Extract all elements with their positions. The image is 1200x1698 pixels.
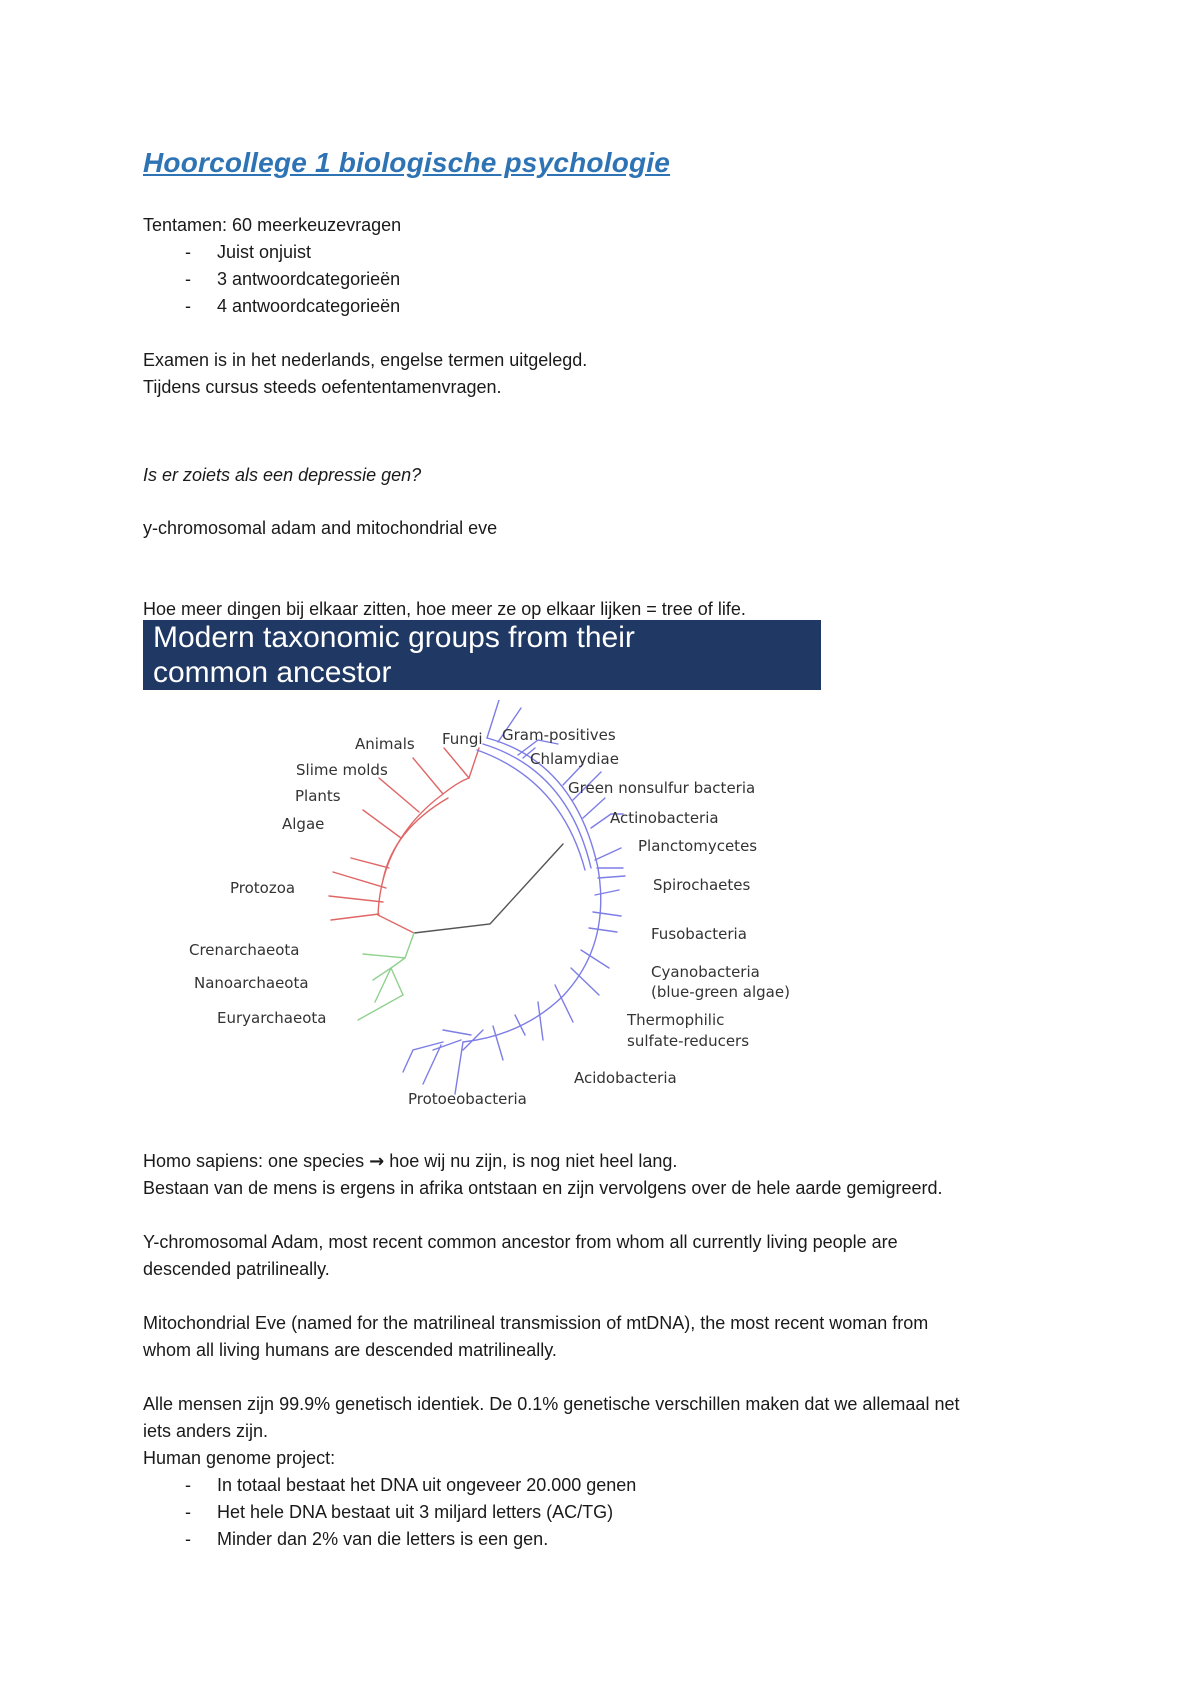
label-thermophilic: Thermophilic	[627, 1011, 725, 1029]
label-fusobacteria: Fusobacteria	[651, 925, 747, 943]
label-spirochaetes: Spirochaetes	[653, 876, 751, 894]
label-animals: Animals	[355, 735, 415, 753]
paragraph-line: Alle mensen zijn 99.9% genetisch identiek. De 0.1% genetische verschillen maken dat we allemaal net	[143, 1394, 960, 1414]
label-planctomycetes: Planctomycetes	[638, 837, 758, 855]
paragraph-line: Y-chromosomal Adam, most recent common ancestor from whom all currently living people are	[143, 1232, 898, 1252]
list-item: - 3 antwoordcategorieën	[185, 269, 401, 289]
genome-heading: Human genome project:	[143, 1448, 336, 1468]
paragraph-line: Tijdens cursus steeds oefententamenvragen.	[143, 377, 502, 397]
list-item: - 4 antwoordcategorieën	[185, 296, 401, 316]
homo-sapiens-line	[143, 1150, 677, 1173]
label-proteobacteria: Protoeobacteria	[408, 1090, 527, 1108]
list-item: - In totaal bestaat het DNA uit ongeveer 20.000 genen	[185, 1475, 637, 1495]
paragraph-line: whom all living humans are descended matrilineally.	[143, 1340, 557, 1360]
list-item-text: 3 antwoordcategorieën	[217, 269, 401, 289]
topic-line: y-chromosomal adam and mitochondrial eve	[143, 518, 498, 538]
question-line: Is er zoiets als een depressie gen?	[143, 465, 422, 485]
tree-of-life-figure	[143, 700, 823, 1120]
paragraph-line: iets anders zijn.	[143, 1421, 269, 1441]
list-item-text: Het hele DNA bestaat uit 3 miljard letters (AC/TG)	[217, 1502, 614, 1522]
label-algae: Algae	[282, 815, 325, 833]
arrow-icon: →	[369, 1151, 385, 1172]
label-cyanobacteria-sub: (blue-green algae)	[651, 983, 790, 1001]
label-actinobacteria: Actinobacteria	[610, 809, 719, 827]
paragraph-line: descended patrilineally.	[143, 1259, 330, 1279]
list-item: - Minder dan 2% van die letters is een gen.	[185, 1529, 549, 1549]
afrika-line: Bestaan van de mens is ergens in afrika ontstaan en zijn vervolgens over de hele aarde gemigreerd.	[143, 1178, 943, 1198]
root-branch	[414, 844, 563, 933]
label-chlamydiae: Chlamydiae	[530, 750, 619, 768]
list-item: - Juist onjuist	[185, 242, 312, 262]
paragraph-line: Mitochondrial Eve (named for the matrilineal transmission of mtDNA), the most recent woman from	[143, 1313, 929, 1333]
label-plants: Plants	[295, 787, 341, 805]
label-gram-positives: Gram-positives	[502, 726, 616, 744]
list-item: - Het hele DNA bestaat uit 3 miljard letters (AC/TG)	[185, 1502, 614, 1522]
paragraph-line: Examen is in het nederlands, engelse termen uitgelegd.	[143, 350, 588, 370]
label-green-nonsulfur: Green nonsulfur bacteria	[568, 779, 756, 797]
archaea-branches	[358, 933, 414, 1020]
exam-format-line: Tentamen: 60 meerkeuzevragen	[143, 215, 402, 235]
homo-sapiens-prefix: Homo sapiens: one species	[143, 1151, 370, 1171]
homo-sapiens-suffix: hoe wij nu zijn, is nog niet heel lang.	[384, 1151, 678, 1171]
label-euryarchaeota: Euryarchaeota	[217, 1009, 327, 1027]
label-cyanobacteria: Cyanobacteria	[651, 963, 760, 981]
list-item-text: Minder dan 2% van die letters is een gen.	[217, 1529, 549, 1549]
label-thermophilic-sub: sulfate-reducers	[627, 1032, 750, 1050]
figure-header: Modern taxonomic groups from their common ancestor	[143, 620, 821, 690]
list-item-text: Juist onjuist	[217, 242, 312, 262]
label-nanoarchaeota: Nanoarchaeota	[194, 974, 309, 992]
list-item-text: 4 antwoordcategorieën	[217, 296, 401, 316]
list-item-text: In totaal bestaat het DNA uit ongeveer 20.000 genen	[217, 1475, 637, 1495]
label-fungi: Fungi	[442, 730, 483, 748]
label-crenarchaeota: Crenarchaeota	[189, 941, 300, 959]
label-protozoa: Protozoa	[230, 879, 296, 897]
label-acidobacteria: Acidobacteria	[574, 1069, 677, 1087]
label-slime-molds: Slime molds	[296, 761, 388, 779]
tree-of-life-line: Hoe meer dingen bij elkaar zitten, hoe meer ze op elkaar lijken = tree of life.	[143, 599, 746, 619]
document-title: Hoorcollege 1 biologische psychologie	[143, 147, 671, 178]
